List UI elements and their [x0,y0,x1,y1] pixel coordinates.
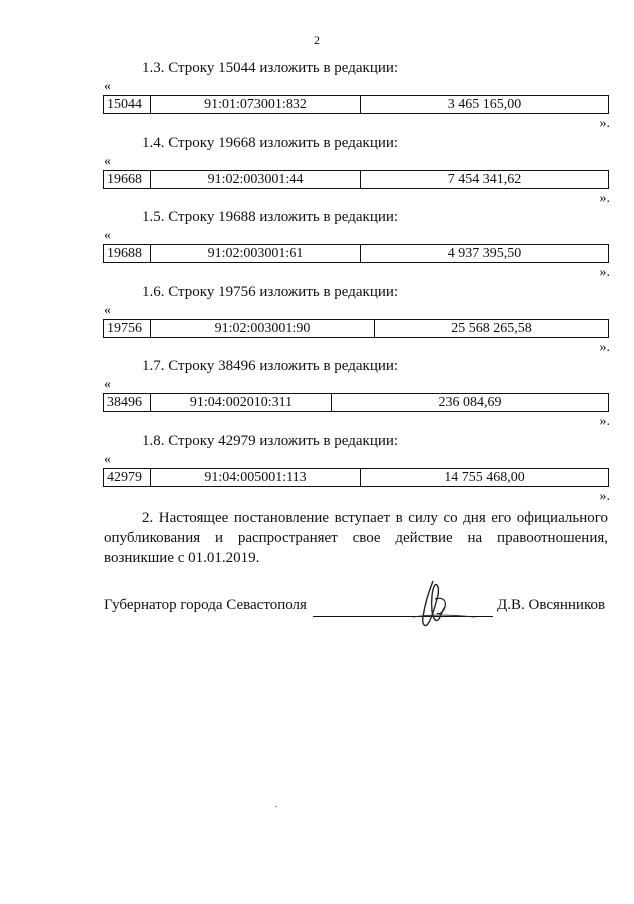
amendment-heading: 1.3. Строку 15044 изложить в редакции: [142,60,399,76]
close-quote: ». [599,489,610,504]
close-quote: ». [599,340,610,355]
open-quote: « [104,452,111,467]
row-number-cell: 38496 [104,394,151,412]
amendment-row-table [103,170,609,189]
cadastral-number-cell: 91:02:003001:90 [151,320,375,338]
cadastral-value-cell: 236 084,69 [332,394,609,412]
table-row [104,171,609,189]
amendment-row-table [103,468,609,487]
open-quote: « [104,377,111,392]
row-number-cell: 42979 [104,469,151,487]
paragraph-line: 2. Настоящее постановление вступает в силу со дня его официального [142,510,608,526]
row-number-cell: 15044 [104,96,151,114]
page-number: 2 [314,33,320,47]
row-number-cell: 19756 [104,320,151,338]
amendment-heading: 1.6. Строку 19756 изложить в редакции: [142,284,399,300]
open-quote: « [104,79,111,94]
table-row [104,320,609,338]
close-quote: ». [599,116,610,131]
row-number-cell: 19688 [104,245,151,263]
close-quote: ». [599,414,610,429]
cadastral-value-cell: 4 937 395,50 [361,245,609,263]
open-quote: « [104,154,111,169]
cadastral-number-cell: 91:04:002010:311 [151,394,332,412]
open-quote: « [104,228,111,243]
amendment-row-table [103,319,609,338]
table-row [104,394,609,412]
amendment-heading: 1.8. Строку 42979 изложить в редакции: [142,433,399,449]
signatory-title: Губернатор города Севастополя [104,597,307,613]
amendment-heading: 1.7. Строку 38496 изложить в редакции: [142,358,399,374]
scan-artifact [275,806,277,807]
amendment-heading: 1.4. Строку 19668 изложить в редакции: [142,135,399,151]
open-quote: « [104,303,111,318]
table-row [104,469,609,487]
amendment-heading: 1.5. Строку 19688 изложить в редакции: [142,209,399,225]
cadastral-number-cell: 91:02:003001:44 [151,171,361,189]
cadastral-value-cell: 14 755 468,00 [361,469,609,487]
cadastral-number-cell: 91:04:005001:113 [151,469,361,487]
paragraph-line: возникшие с 01.01.2019. [104,550,260,566]
effective-date-paragraph [104,508,608,568]
amendment-row-table [103,393,609,412]
handwritten-signature [405,577,485,633]
table-row [104,96,609,114]
amendment-row-table [103,95,609,114]
cadastral-number-cell: 91:01:073001:832 [151,96,361,114]
paragraph-line: опубликования и распространяет свое действие на правоотношения, [104,530,608,546]
cadastral-value-cell: 25 568 265,58 [375,320,609,338]
table-row [104,245,609,263]
amendment-row-table [103,244,609,263]
close-quote: ». [599,191,610,206]
cadastral-value-cell: 3 465 165,00 [361,96,609,114]
row-number-cell: 19668 [104,171,151,189]
signatory-name: Д.В. Овсянников [497,597,606,613]
cadastral-number-cell: 91:02:003001:61 [151,245,361,263]
cadastral-value-cell: 7 454 341,62 [361,171,609,189]
close-quote: ». [599,265,610,280]
